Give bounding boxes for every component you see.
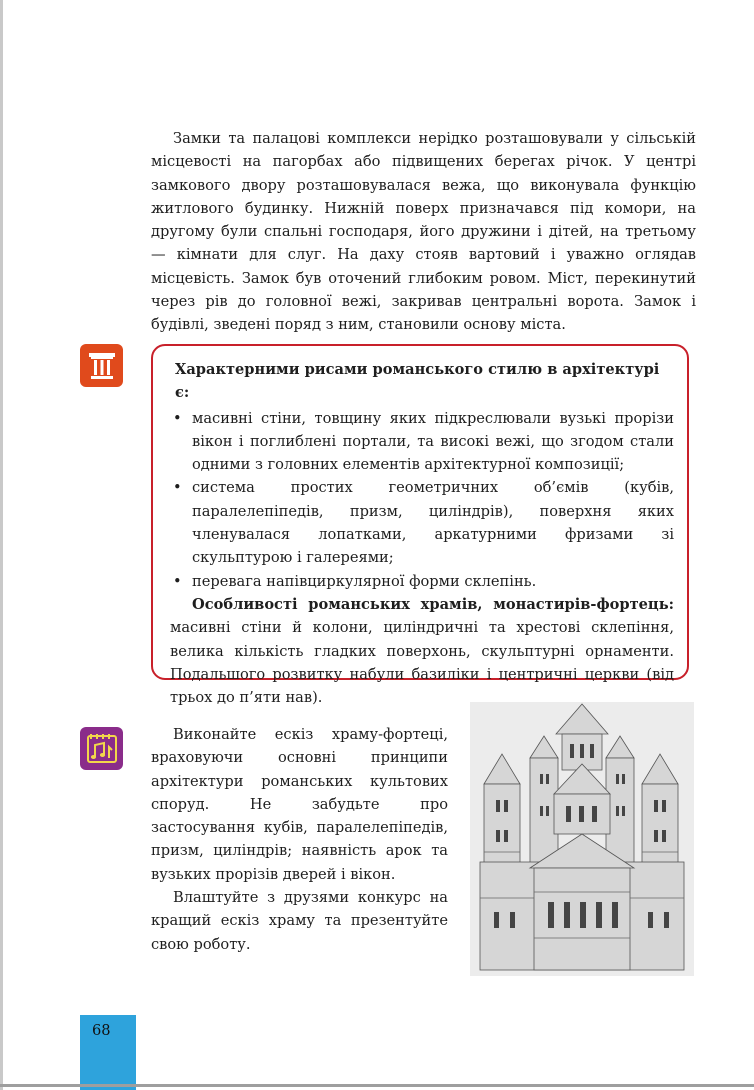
feature-item: • масивні стіни, товщину яких підкреслювали вузькі прорізи вікон і поглиблені портали, та високі вежі, що згодом стали одними з головних елементів архітектурної композиції; xyxy=(170,407,674,477)
feature-item: • система простих геометричних об’ємів (кубів, паралелепіпедів, призм, циліндрів), поверхня яких членувалася лопатками, аркатурними фризами зі скульптурою і галереями; xyxy=(170,476,674,569)
page-number: 68 xyxy=(92,1022,111,1039)
task-paragraph-2: Влаштуйте з друзями конкурс на кращий ескіз храму та презентуйте свою роботу. xyxy=(151,889,448,953)
temples-heading: Особливості романських храмів, монастирів-фортець: xyxy=(192,595,674,613)
romanesque-features-box xyxy=(151,344,689,707)
temples-text: масивні стіни й колони, циліндричні та хрестові склепіння, велика кількість гладких поверхонь, скульптурні орнаменти. Подальшого розвитку набули базиліки і центричні церкви (від трьох до п’яти нав). xyxy=(170,619,674,707)
task-text xyxy=(151,723,448,956)
romanesque-church-illustration xyxy=(470,702,694,976)
features-heading: Характерними рисами романського стилю в архітектурі є: xyxy=(175,361,660,402)
temples-paragraph xyxy=(170,593,674,709)
page-bottom-line xyxy=(0,1084,754,1087)
page-edge-line xyxy=(0,0,3,1090)
intro-paragraph xyxy=(151,127,696,337)
features-list xyxy=(170,407,674,593)
feature-item: • перевага напівциркулярної форми склепінь. xyxy=(170,570,674,593)
column-icon xyxy=(80,344,123,387)
music-note-icon xyxy=(80,727,123,770)
intro-text: Замки та палацові комплекси нерідко розташовували у сільській місцевості на пагорбах або підвищених берегах річок. У центрі замкового двору розташовувалася вежа, що виконувала функцію житлового будинку. Нижній поверх призначався під комори, на другому були спальні господаря, його дружини і дітей, на третьому — кімнати для слуг. На даху стояв вартовий і уважно оглядав місцевість. Замок був оточений глибоким ровом. Міст, перекинутий через рів до головної вежі, закривав центральні ворота. Замок і будівлі, зведені поряд з ним, становили основу міста. xyxy=(151,130,696,334)
task-paragraph-1: Виконайте ескіз храму-фортеці, враховуючи основні принципи архітектури романських культових споруд. Не забудьте про застосування кубів, паралелепіпедів, призм, циліндрів; наявність арок та вузьких прорізів дверей і вікон. xyxy=(151,726,448,883)
